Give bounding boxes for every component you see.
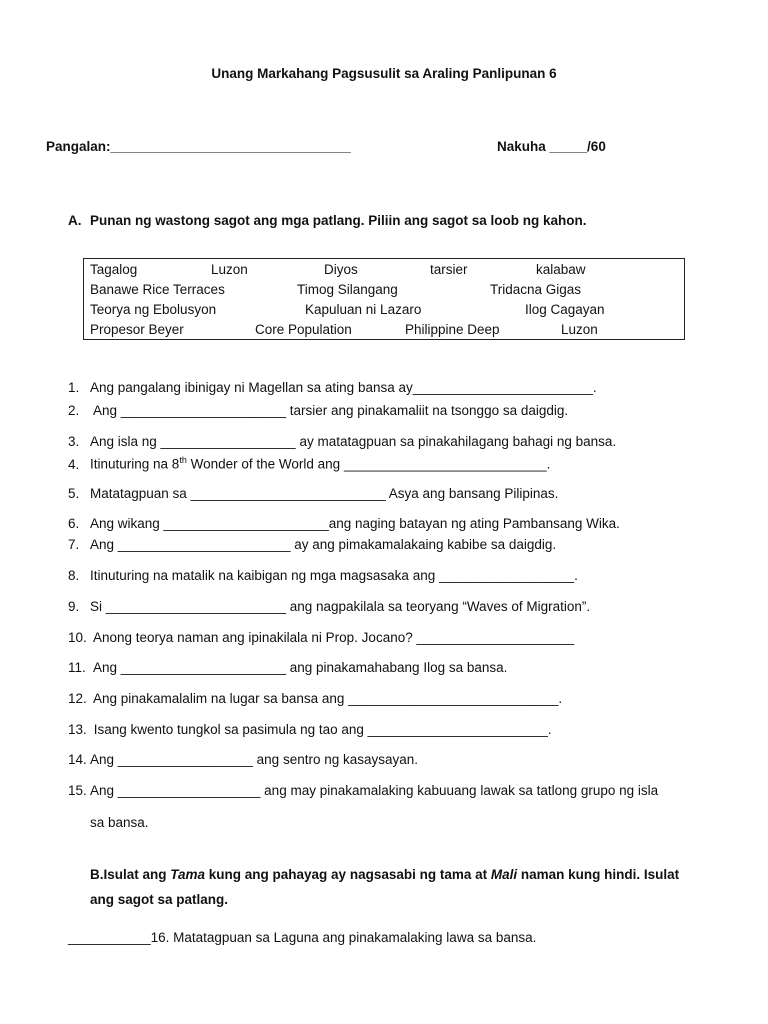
- question-continuation: sa bansa.: [90, 815, 149, 830]
- section-b-heading-line2: ang sagot sa patlang.: [90, 892, 229, 907]
- question-item: [68, 752, 418, 767]
- section-b-tama: Tama: [170, 867, 206, 882]
- word-box-item: kalabaw: [536, 262, 586, 277]
- word-box-item: Propesor Beyer: [90, 322, 184, 337]
- question-number: 1.: [68, 380, 80, 395]
- section-b-heading: [90, 867, 679, 882]
- word-box-item: Philippine Deep: [405, 322, 500, 337]
- word-box: [83, 258, 685, 340]
- question-item: [68, 516, 620, 531]
- name-field: Pangalan:________________________________: [46, 139, 351, 154]
- question-item: [68, 568, 578, 583]
- word-box-item: Tagalog: [90, 262, 138, 277]
- question-item: [68, 599, 590, 614]
- section-b-text: naman kung hindi. Isulat: [517, 867, 680, 882]
- word-box-item: Banawe Rice Terraces: [90, 282, 225, 297]
- word-box-item: Luzon: [561, 322, 598, 337]
- question-number: 4.: [68, 456, 80, 472]
- question-text: Ang pinakamalalim na lugar sa bansa ang ____________________________.: [90, 691, 563, 706]
- word-box-item: Tridacna Gigas: [490, 282, 582, 297]
- question-superscript: th: [179, 455, 187, 465]
- question-item: [68, 691, 562, 706]
- question-text: Ang pangalang ibinigay ni Magellan sa ating bansa ay________________________.: [90, 380, 597, 395]
- question-text: Wonder of the World ang ___________________________.: [186, 456, 551, 472]
- section-a-instruction: Punan ng wastong sagot ang mga patlang. Piliin ang sagot sa loob ng kahon.: [90, 213, 587, 228]
- word-box-item: tarsier: [430, 262, 468, 277]
- word-box-item: Ilog Cagayan: [525, 302, 605, 317]
- section-a-heading: [68, 213, 587, 228]
- question-item: [68, 660, 507, 675]
- question-text: Itinuturing na 8: [90, 456, 180, 472]
- question-item: [68, 455, 550, 472]
- question-number: 2.: [68, 403, 80, 418]
- question-text: Matatagpuan sa __________________________ Asya ang bansang Pilipinas.: [90, 486, 559, 501]
- question-text: Ang wikang ______________________ang naging batayan ng ating Pambansang Wika.: [90, 516, 620, 531]
- question-number: 7.: [68, 537, 80, 552]
- word-box-item: Timog Silangang: [297, 282, 398, 297]
- question-number: 8.: [68, 568, 80, 583]
- question-number: 10.: [68, 630, 87, 645]
- question-text: Ang ______________________ ang pinakamahabang Ilog sa bansa.: [90, 660, 508, 675]
- question-text: Anong teorya naman ang ipinakilala ni Prop. Jocano? _____________________: [90, 630, 575, 645]
- question-item: [68, 486, 558, 501]
- question-item: [68, 722, 552, 737]
- question-text: Si ________________________ ang nagpakilala sa teoryang “Waves of Migration”.: [90, 599, 591, 614]
- question-text: Ang isla ng __________________ ay matatagpuan sa pinakahilagang bahagi ng bansa.: [90, 434, 617, 449]
- question-number: 13.: [68, 722, 87, 737]
- question-text: Ang _______________________ ay ang pimakamalakaing kabibe sa daigdig.: [90, 537, 557, 552]
- word-box-item: Teorya ng Ebolusyon: [90, 302, 217, 317]
- page-title: Unang Markahang Pagsusulit sa Araling Panlipunan 6: [211, 66, 557, 81]
- question-text: Isang kwento tungkol sa pasimula ng tao ang ________________________.: [90, 722, 552, 737]
- question-number: 12.: [68, 691, 87, 706]
- question-16: ___________16. Matatagpuan sa Laguna ang pinakamalaking lawa sa bansa.: [68, 930, 537, 945]
- score-field: Nakuha _____/60: [497, 139, 606, 154]
- question-item: [68, 403, 568, 418]
- question-text: Ang __________________ ang sentro ng kasaysayan.: [90, 752, 419, 767]
- section-b-text: kung ang pahayag ay nagsasabi ng tama at: [205, 867, 491, 882]
- word-box-item: Diyos: [324, 262, 358, 277]
- question-number: 9.: [68, 599, 80, 614]
- question-item: [68, 630, 574, 645]
- word-box-item: Core Population: [255, 322, 352, 337]
- question-item: [68, 537, 556, 552]
- question-text: Ang ___________________ ang may pinakamalaking kabuuang lawak sa tatlong grupo ng isla: [90, 783, 659, 798]
- word-box-item: Kapuluan ni Lazaro: [305, 302, 422, 317]
- question-number: 14.: [68, 752, 87, 767]
- question-number: 5.: [68, 486, 80, 501]
- section-a-letter: A.: [68, 213, 82, 228]
- section-b-mali: Mali: [490, 867, 518, 882]
- question-number: 6.: [68, 516, 80, 531]
- question-item: [68, 783, 658, 798]
- question-item: [68, 434, 616, 449]
- question-text: Itinuturing na matalik na kaibigan ng mga magsasaka ang __________________.: [90, 568, 578, 583]
- word-box-item: Luzon: [211, 262, 248, 277]
- question-text: Ang ______________________ tarsier ang pinakamaliit na tsonggo sa daigdig.: [90, 403, 569, 418]
- question-number: 3.: [68, 434, 80, 449]
- question-number: 15.: [68, 783, 87, 798]
- question-item: [68, 380, 597, 395]
- question-number: 11.: [68, 660, 86, 675]
- section-b-text: B.Isulat ang: [90, 867, 171, 882]
